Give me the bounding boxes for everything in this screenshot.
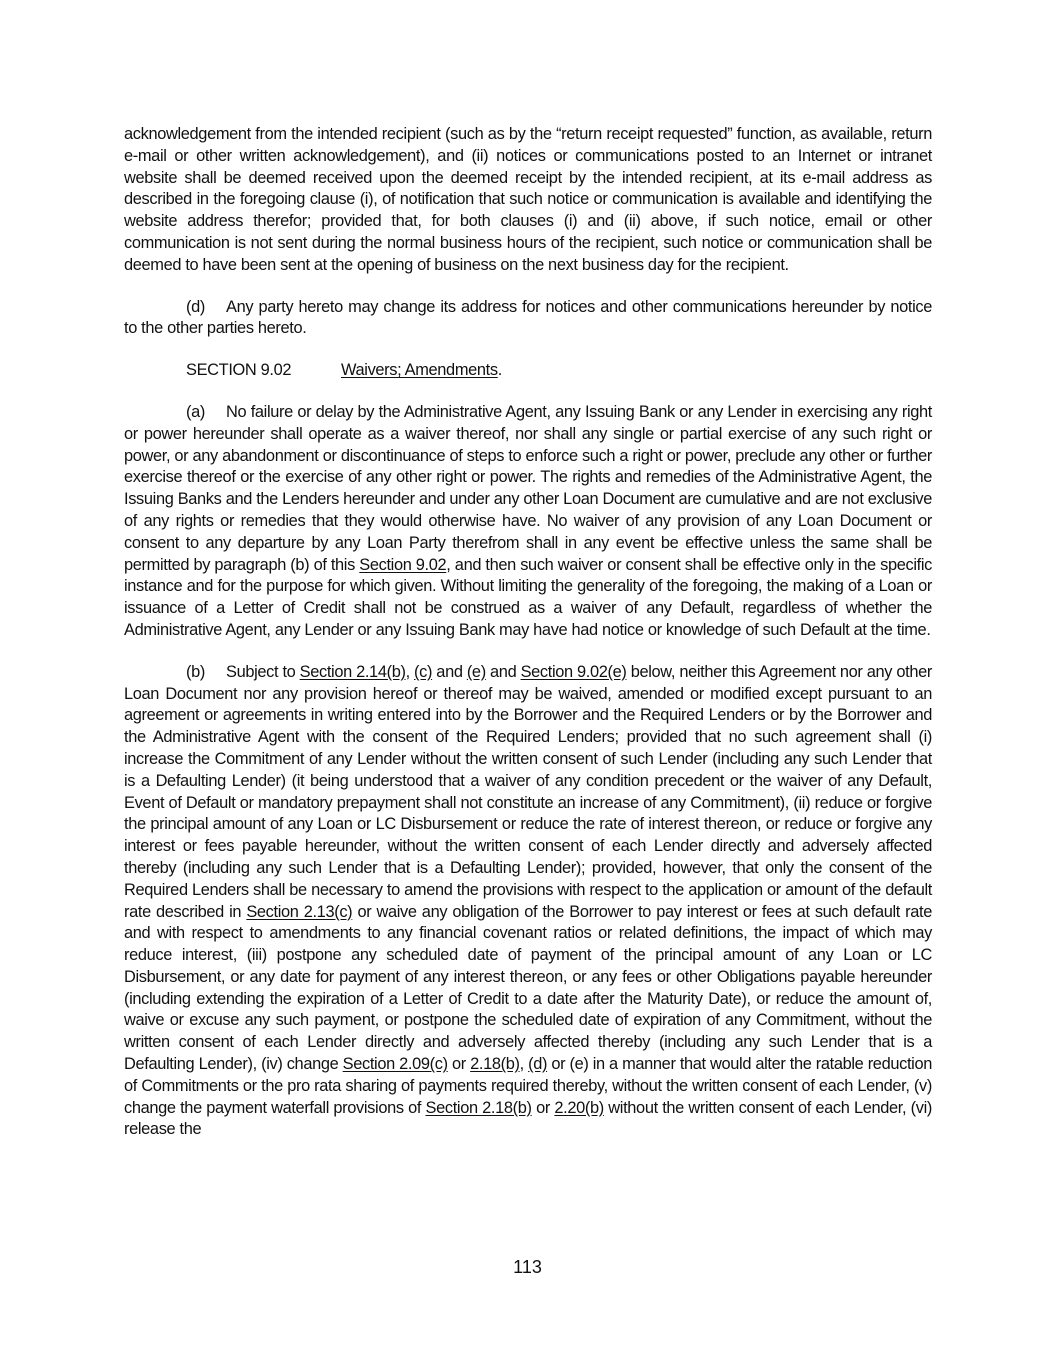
paragraph-text: without the written consent of each Lender, (vi) release the: [124, 1098, 932, 1139]
cross-reference: (e): [466, 662, 486, 681]
section-title: Waivers; Amendments: [341, 361, 498, 380]
cross-reference: Section 9.02: [359, 555, 447, 574]
paragraph-text: No failure or delay by the Administrative Agent, any Issuing Bank or any Lender in exercising any right or power hereunder shall operate as a waiver thereof, nor shall any single or partial exercise of any such right or power, or any abandonment or discontinuance of steps to enforce such a right or power, preclude any other or further exercise thereof or the exercise of any other right or power. The rights and remedies of the Administrative Agent, the Issuing Banks and the Lenders hereunder and under any other Loan Document are cumulative and are not exclusive of any rights or remedies that they would otherwise have. No waiver of any provision of any Loan Document or consent to any departure by any Loan Party therefrom shall in any event be effective unless the same shall be permitted by paragraph (b) of this: [124, 402, 932, 574]
paragraph-a: [124, 402, 932, 642]
cross-reference: 2.18(b): [470, 1055, 520, 1074]
paragraph-label: (d): [186, 297, 205, 316]
paragraph-text: or: [447, 1055, 471, 1074]
paragraph-text: ,: [405, 662, 415, 681]
paragraph-text: and: [432, 662, 467, 681]
paragraph-text: Subject to: [226, 662, 300, 681]
page-number: 113: [513, 1257, 542, 1277]
cross-reference: (c): [414, 662, 433, 681]
paragraph-label: (a): [186, 402, 205, 421]
cross-reference: Section 2.09(c): [342, 1055, 448, 1074]
paragraph-d: [124, 297, 932, 341]
paragraph-text: or: [531, 1098, 555, 1117]
cross-reference: (d): [528, 1055, 548, 1074]
cross-reference: Section 2.13(c): [246, 902, 353, 921]
section-number: SECTION 9.02: [186, 361, 292, 380]
paragraph-label: (b): [186, 662, 205, 681]
cross-reference: Section 2.14(b): [299, 662, 406, 681]
paragraph-text: ,: [519, 1055, 529, 1074]
paragraph-text: and: [485, 662, 521, 681]
paragraph-text: Any party hereto may change its address for notices and other communications hereunder by notice to the other parties hereto.: [124, 297, 932, 338]
paragraph-text: or (e) in a manner that would alter the ratable reduction of Commitments or the pro rata sharing of payments required thereby, without the written consent of each Lender, (v) change the payment waterfall provisions of: [124, 1055, 932, 1117]
document-body: [124, 124, 932, 1141]
section-title-period: .: [497, 361, 502, 380]
paragraph-text: acknowledgement from the intended recipient (such as by the “return receipt requested” function, as available, return e-mail or other written acknowledgement), and (ii) notices or communications posted to an Internet or intranet website shall be deemed received upon the deemed receipt by the intended recipient, at its e-mail address as described in the foregoing clause (i), of notification that such notice or communication is available and identifying the website address therefor; provided that, for both clauses (i) and (ii) above, if such notice, email or other communication is not sent during the normal business hours of the recipient, such notice or communication shall be deemed to have been sent at the opening of business on the next business day for the recipient.: [124, 125, 932, 274]
section-heading: [124, 360, 932, 382]
paragraph-text: , and then such waiver or consent shall be effective only in the specific instance and for the purpose for which given. Without limiting the generality of the foregoing, the making of a Loan or issuance of a Letter of Credit shall not be construed as a waiver of any Default, regardless of whether the Administrative Agent, any Lender or any Issuing Bank may have had notice or knowledge of such Default at the time.: [124, 555, 932, 639]
cross-reference: 2.20(b): [554, 1098, 604, 1117]
cross-reference: Section 2.18(b): [425, 1098, 532, 1117]
paragraph-continuation: [124, 124, 932, 277]
paragraph-text: or waive any obligation of the Borrower to pay interest or fees at such default rate and with respect to amendments to any financial covenant ratios or related definitions, the impact of which may reduce interest, (iii) postpone any scheduled date of payment of the principal amount of any Loan or LC Disbursement, or any date for payment of any interest thereon, or any fees or other Obligations payable hereunder (including extending the expiration of a Letter of Credit to a date after the Maturity Date), or reduce the amount of, waive or excuse any such payment, or postpone the scheduled date of expiration of any Commitment, without the written consent of each Lender directly and adversely affected thereby (including any such Lender that is a Defaulting Lender), (iv) change: [124, 902, 932, 1074]
paragraph-b: [124, 662, 932, 1142]
cross-reference: Section 9.02(e): [520, 662, 627, 681]
paragraph-text: below, neither this Agreement nor any other Loan Document nor any provision hereof or thereof may be waived, amended or modified except pursuant to an agreement or agreements in writing entered into by the Borrower and the Required Lenders or by the Borrower and the Administrative Agent with the consent of the Required Lenders; provided that no such agreement shall (i) increase the Commitment of any Lender without the written consent of such Lender (including any such Lender that is a Defaulting Lender) (it being understood that a waiver of any condition precedent or the waiver of any Default, Event of Default or mandatory prepayment shall not constitute an increase of any Commitment), (ii) reduce or forgive the principal amount of any Loan or LC Disbursement or reduce the rate of interest thereon, or reduce or forgive any interest or fees payable hereunder, without the written consent of each Lender directly and adversely affected thereby (including any such Lender that is a Defaulting Lender); provided, however, that only the consent of the Required Lenders shall be necessary to amend the provisions with respect to the application or amount of the default rate described in: [124, 662, 932, 921]
